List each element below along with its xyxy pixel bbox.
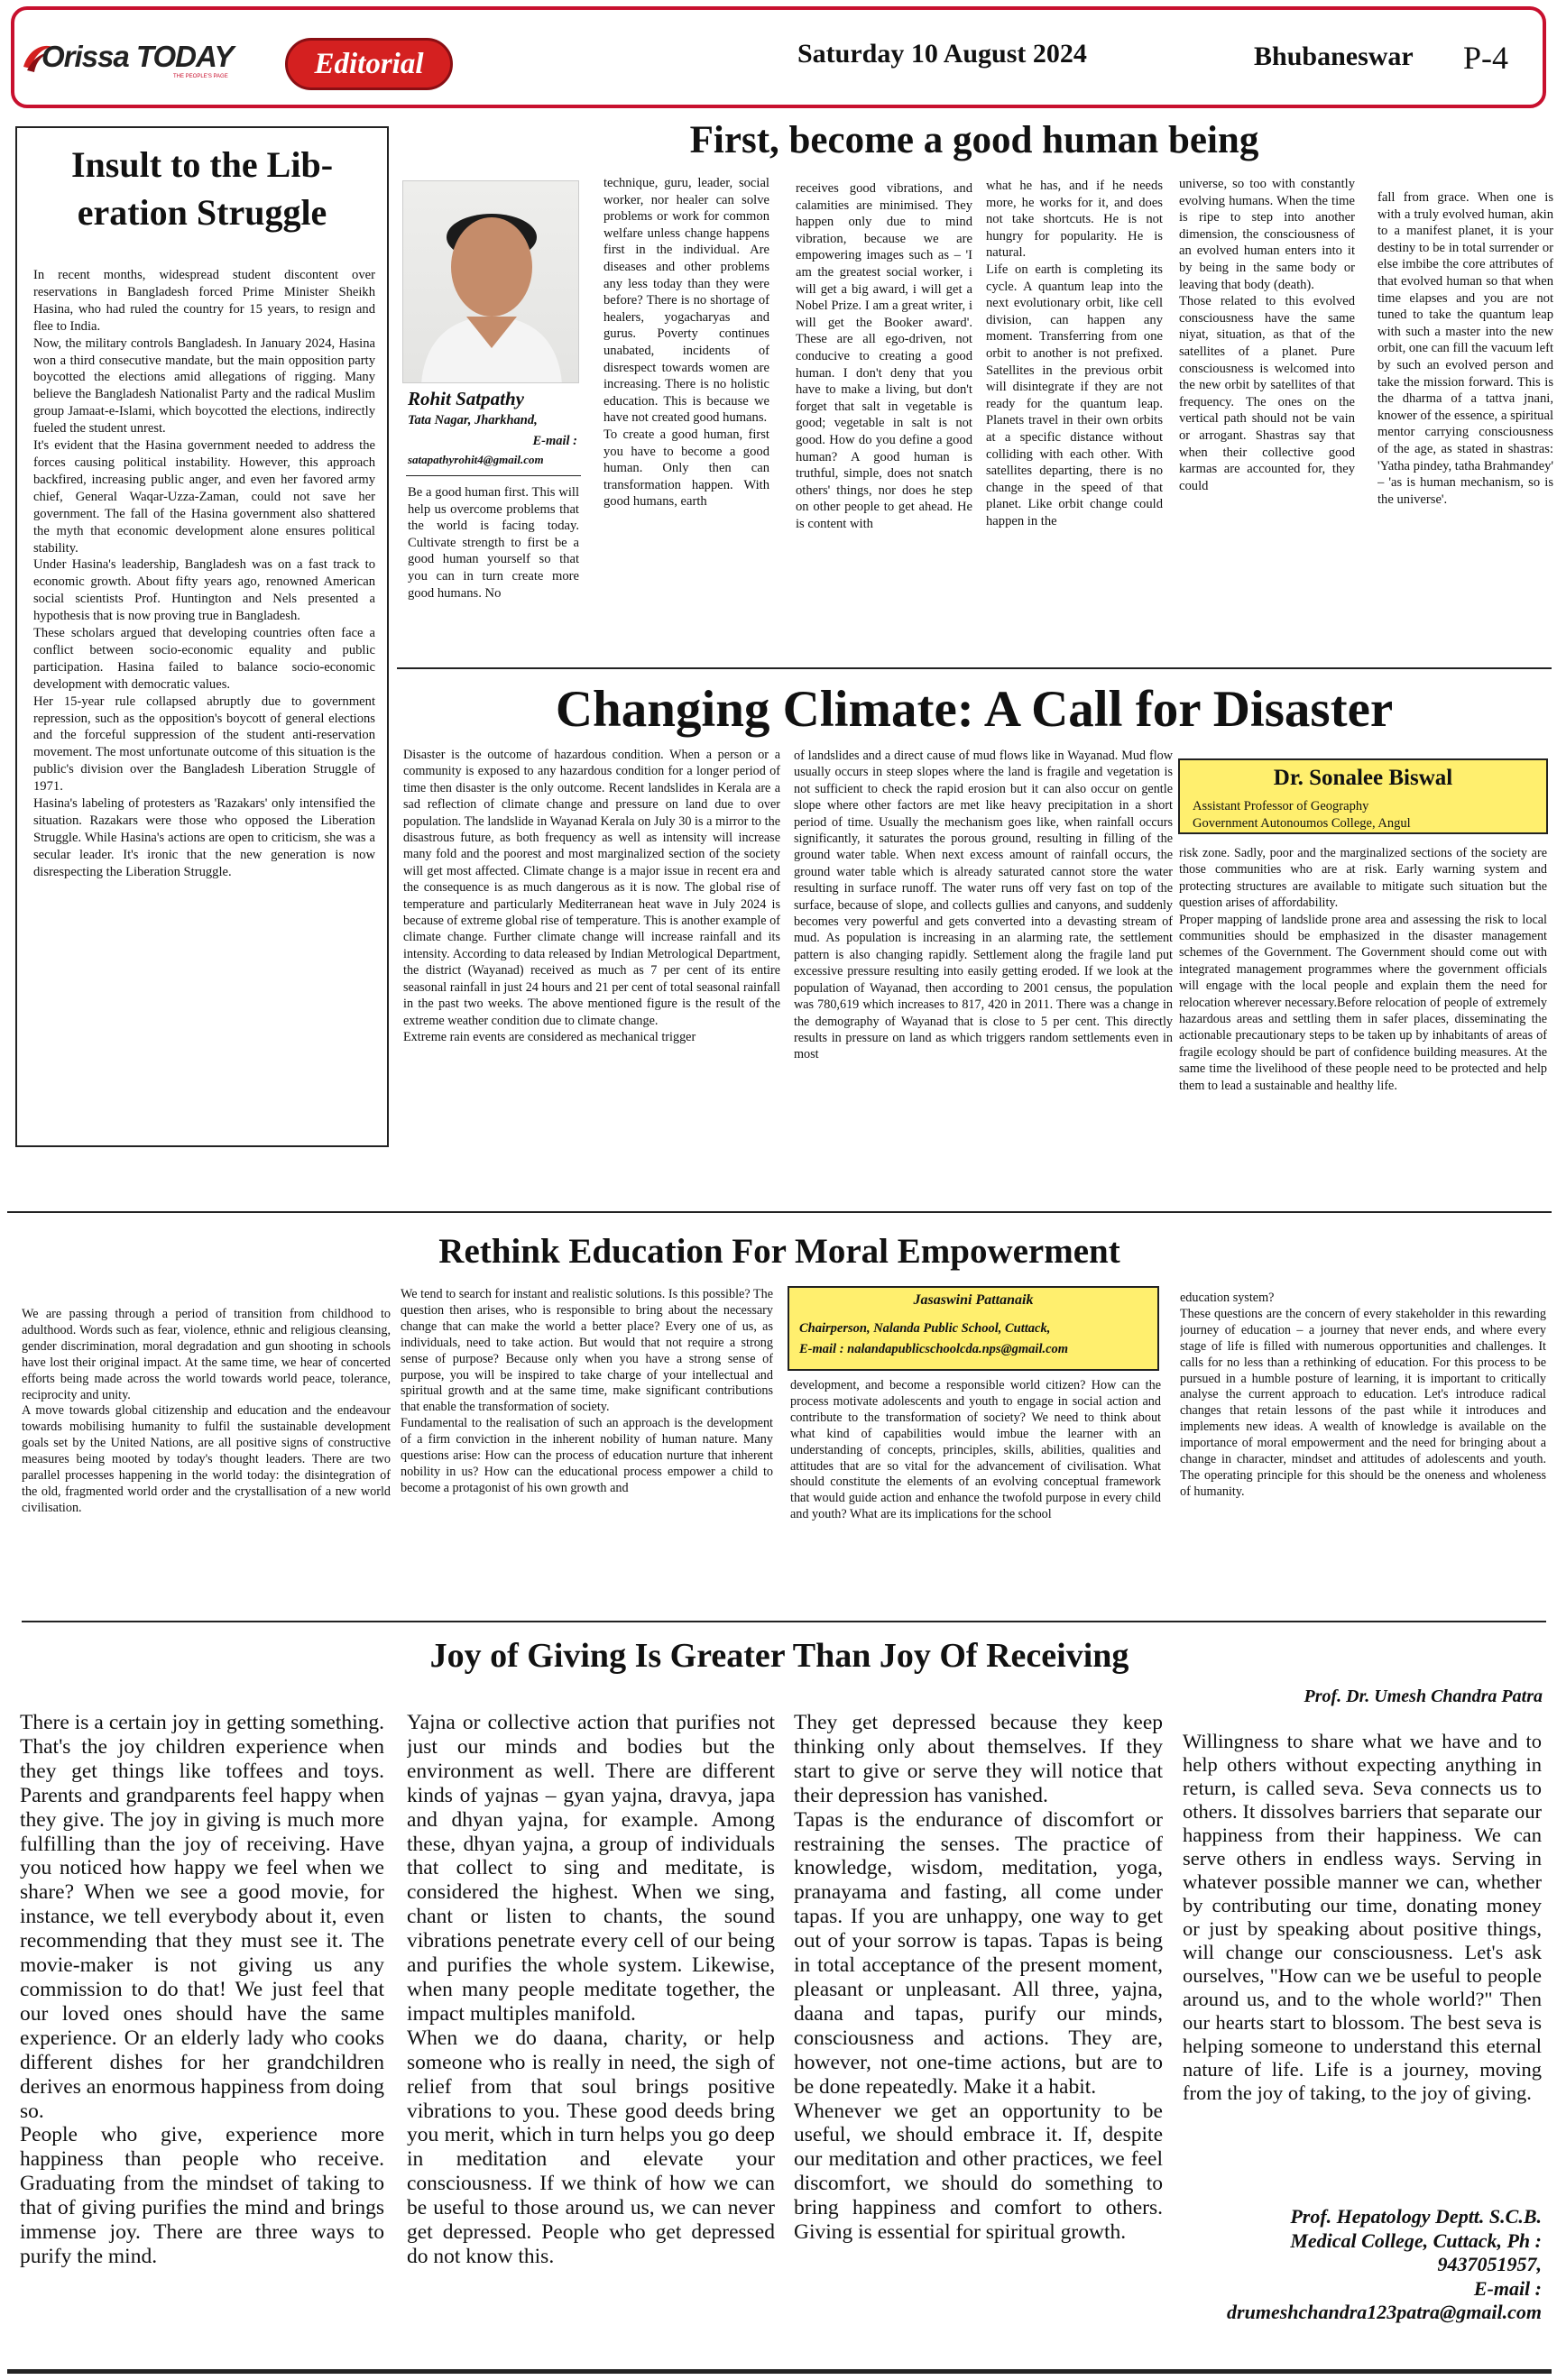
page-bottom-rule — [7, 2369, 1552, 2374]
climate-col3: risk zone. Sadly, poor and the marginalized sections of the society are those communities who are at risk. Early warning system and protecting structures are available to mitigate such situation but the question arises of affordability. Proper mapping of landslide prone area and assessing the risk to local communities should be emphasized in the disaster management schemes of the Government. The Government should come out with integrated management programmes where the government officials will engage with the local people and explain them the need for relocation wherever necessary.Before relocation of people of extremely hazardous areas and settling them in safer places, disseminating the actionable precautionary steps to be taken up by inhabitants of areas of fragile ecology should be part of confidence building measures. At the same time the livelihood of these people need to be protected and help them to lead a sustainable and healthy life. — [1179, 846, 1547, 1093]
human-col3: what he has, and if he needs more, he works for it, and does not take shortcuts. He is not hungry for popularity. He is natural. Life on earth is completing its cycle. A quantum leap into the next evolutionary orbit, like cell division, can happen any moment. Transferring from one orbit to another is not prefixed. Satellites in the previous orbit will disintegrate if they are not ready for the quantum leap. Planets travel in their own orbits at a specific distance without colliding with each other. With satellites departing, there is no change in the speed of that planet. Like orbit change could happen in the — [986, 179, 1163, 528]
section-badge — [285, 38, 453, 90]
giving-headline: Joy of Giving Is Greater Than Joy Of Receiving — [429, 1637, 1129, 1675]
insult-body: In recent months, widespread student discontent over reservations in Bangladesh forced Prime Minister Sheikh Hasina, who had ruled the country for 15 years, to resign and flee to India. Now, the military controls Bangladesh. In January 2024, Hasina won a third consecutive mandate, but the main opposition party boycotted the elections amid allegations of rigging. Many believe the Bangladesh Nationalist Party and the radical Muslim group Jamaat-e-Islami, which boycotted the elections, indirectly fueled the student unrest. It's evident that the Hasina government needed to address the forces causing political instability. However, this approach backfired, increasing public anger, and even her favored army chief, General Waqar-Uzza-Zaman, could not save her government. The fall of the Hasina government also shattered the myth that economic development alone ensures political stability. Under Hasina's leadership, Bangladesh was on a fast track to economic growth. About fifty years ago, renowned American social scientists Prof. Huntington and Nels presented a hypothesis that is now proving true in Bangladesh. These scholars argued that developing countries often face a conflict between socio-economic equality and public participation. Hasina failed to balance socio-economic development with democratic values. Her 15-year rule collapsed abruptly due to government repression, such as the opposition's boycott of general elections and the forceful suppression of the student anti-reservation movement. The most unfortunate outcome of this situation is the public's division over the Bangladesh Liberation Struggle of 1971. Hasina's labeling of protesters as 'Razakars' only intensified the situation. Razakars were those who opposed the Liberation Struggle. While Hasina's actions are open to criticism, she was a secular leader. It's ironic that the new generation is now disrespecting the Liberation Struggle. — [33, 268, 375, 879]
portrait-icon — [403, 181, 579, 383]
human-author-place: Tata Nagar, Jharkhand, — [408, 413, 538, 427]
giving-col4: Willingness to share what we have and to help others without expecting anything in return, is called seva. Seva connects us to others. It dissolves barriers that separate our happiness from their happiness. We can serve others in endless ways. Serving in whatever possible manner we can, whether by contributing our time, donating money or just by speaking about positive things, will change our consciousness. Let's ask ourselves, "How can we be useful to people around us, and to the whole world?" Then our hearts start to blossom. The best seva is helping someone to understand this eternal nature of life. Life is a journey, moving from the joy of taking, to the joy of giving. — [1183, 1730, 1542, 2104]
divider-1 — [397, 667, 1552, 669]
human-col5: fall from grace. When one is with a truly evolved human, akin to a manifest planet, it is your destiny to be in total surrender or else imbibe the core attributes of that evolved human so that when time elapses and you are not tuned to take the quantum leap with such a master into the new orbit, one can fill the vacuum left by such an evolved person and take the mission forward. This is the dharma of a tattva jnani, knower of the essence, a spiritual mentor carrying consciousness of the age, as stated in shastras: 'Yatha pindey, tatha Brahmandey' – 'as is human mechanism, so is the universe'. — [1377, 190, 1553, 507]
human-author-name: Rohit Satpathy — [408, 388, 524, 409]
logo-tagline: THE PEOPLE'S PAGE — [173, 74, 228, 79]
human-author-email-label: E-mail : — [532, 434, 577, 448]
giving-sig-line3: 9437051957, — [1437, 2253, 1542, 2275]
giving-col2: Yajna or collective action that purifies not just our minds and bodies but the environment as well. There are different kinds of yajnas – gyan yajna, dravya, japa and dhyan yajna, for example. Among these, dhyan yajna, a group of individuals that collect to sing and meditate, is considered the highest. When we sing, chant or listen to chants, the sound vibrations penetrate every cell of our being and purifies the whole system. Likewise, when many people meditate together, the impact multiples manifold. When we do daana, charity, or help someone who is really in need, the sigh of relief from that soul brings positive vibrations to you. These good deeds bring you merit, which in turn helps you go deep in meditation and elevate your consciousness. If we think of how we can be useful to those around us, we can never get depressed. People who get depressed do not know this. — [407, 1711, 775, 2268]
giving-byline: Prof. Dr. Umesh Chandra Patra — [1304, 1686, 1543, 1706]
human-col1: technique, guru, leader, social worker, nor healer can solve problems or work for common welfare unless change happens first in the individual. Are diseases and other problems any less today than they were before? There is no shortage of healers, yogacharyas and gurus. Poverty continues unabated, incidents of disrespect towards women are increasing. There is no holistic education. This is because we have not created good humans. To create a good human, first you have to become a good human. Only then can transformation happen. With good humans, earth — [603, 176, 769, 510]
giving-sig-line2: Medical College, Cuttack, Ph : — [1290, 2228, 1542, 2252]
human-author-divider — [406, 475, 581, 476]
edition-date: Saturday 10 August 2024 — [797, 39, 1087, 69]
climate-headline: Changing Climate: A Call for Disaster — [555, 681, 1394, 738]
education-col1: We are passing through a period of transition from childhood to adulthood. Words such as fear, violence, ethnic and religious cleansing, gender discrimination, moral degradation and gun shooting in schools have lost their original impact. At the same time, we hear of concerted efforts being made across the world towards world peace, tolerance, reciprocity and unity. A move towards global citizenship and education and the endeavour towards mobilising humanity to fulfil the sustainable development goals set by the United Nations, are all positive signs of constructive measures being mooted by today's thought leaders. There are two parallel processes happening in the world today: the disintegration of the old, fragmented world order and the crystallisation of a new world civilisation. — [22, 1307, 391, 1515]
climate-author-role: Assistant Professor of Geography — [1193, 799, 1369, 813]
climate-col2: of landslides and a direct cause of mud flows like in Wayanad. Mud flow usually occurs in steep slopes where the land is fragile and vegetation is not sufficient to check the rapid erosion but it can also occur on gentle slope where other factors are met like heavy precipitation in a short period of time. Usually the mechanism goes like, when rainfall occurs significantly, it saturates the porous ground, resulting in filling of the ground water table. When next excess amount of rainfall occurs, the ground water table which is already saturated cannot store the water resulting in surface runoff. The water runs off very fast on top of the surface, because of slope, and collects gullies and canyons, and suddenly becomes very powerful and gets converted into a devasting stream of mud. As population is increasing in an alarming rate, the settlement pattern is also changing rapidly. Settlement along the fragile land put excessive pressure resulting into easily getting eroded. If we look at the population of Wayanad, then according to 2001 census, the population was 780,619 which increases to 817, 420 in 2011. There was a change in the demography of Wayanad that is close to 5 per cent. This directly results in pressure on land as which triggers random settlements even in most — [794, 749, 1173, 1062]
education-headline: Rethink Education For Moral Empowerment — [438, 1232, 1120, 1271]
human-col0: Be a good human first. This will help us overcome problems that the world is facing today. Cultivate strength to first be a good human yourself so that you can in turn create more good humans. No — [408, 485, 579, 601]
human-author-email[interactable]: satapathyrohit4@gmail.com — [408, 453, 544, 466]
giving-sig-line1: Prof. Hepatology Deptt. S.C.B. — [1290, 2205, 1542, 2228]
edition-city: Bhubaneswar — [1254, 41, 1414, 71]
human-headline: First, become a good human being — [689, 119, 1259, 161]
page-number: P-4 — [1463, 40, 1509, 76]
author-photo — [402, 180, 579, 383]
education-author-name: Jasaswini Pattanaik — [913, 1292, 1034, 1308]
insult-headline-line2: eration Struggle — [77, 192, 327, 233]
divider-3 — [22, 1621, 1546, 1622]
education-col4: education system? These questions are the concern of every stakeholder in this rewarding journey of education – a journey that never ends, and where every stage of life is filled with numerous opportunities and challenges. It calls for no less than a rethinking of education. For this process to be pursued in a humble posture of learning, it is important to critically analyse the current approach to education. Let's introduce radical changes that retain lessons of the past while it introduces and implements new ideas. A wealth of knowledge is available on the importance of moral empowerment and the need for bringing about a change in character, mindset and attitudes of adolescents and youth. The operating principle for this should be the oneness and wholeness of humanity. — [1180, 1291, 1546, 1499]
climate-col1: Disaster is the outcome of hazardous condition. When a person or a community is exposed to any hazardous condition for a longer period of time then disaster is the only outcome. Recent landslides in Kerala are a sad reflection of climate change and pressure on land due to over population. The landslide in Wayanad Kerala on July 30 is a mirror to the disastrous future, as both frequency as well as intensity will increase many fold and the poorest and most marginalized section of the society will get most affected. Climate change is a major issue in recent era and the consequence is as much dangerous as it is now. The global rise of temperature and particularly Mediterranean heat wave in July 2024 is because of extreme global rise of temperature. This is another example of climate change. Further climate change will increase rainfall and its intensity. According to data released by Indian Metrological Department, the district (Wayanad) received as much as 7 per cent of its entire seasonal rainfall in just 24 hours and 21 per cent of total seasonal rainfall in the past two weeks. The above mentioned figure is the result of the extreme weather condition due to climate change. Extreme rain events are considered as mechanical trigger — [403, 748, 780, 1044]
education-author-role: Chairperson, Nalanda Public School, Cuttack, — [799, 1321, 1051, 1336]
giving-sig-line5[interactable]: drumeshchandra123patra@gmail.com — [1227, 2301, 1542, 2323]
logo[interactable] — [20, 40, 236, 85]
giving-col3: They get depressed because they keep thinking only about themselves. If they start to give or serve they will notice that their depression has vanished. Tapas is the endurance of discomfort or restraining the senses. The practice of knowledge, wisdom, meditation, yoga, pranayama and fasting, all come under tapas. If you are unhappy, one way to get out of your sorrow is tapas. Tapas is being in total acceptance of the present moment, pleasant or unpleasant. All three, yajna, daana and tapas, purify our minds, consciousness and actions. They are, however, not one-time actions, but are to be done repeatedly. Make it a habit. Whenever we get an opportunity to be useful, we should embrace it. If, despite our meditation and other practices, we feel discomfort, we should do something to bring happiness and comfort to others. Giving is essential for spiritual growth. — [794, 1711, 1163, 2245]
divider-2 — [7, 1211, 1552, 1213]
giving-sig-line4: E-mail : — [1473, 2276, 1542, 2300]
human-col2: receives good vibrations, and calamities are minimised. They happen only due to mind vibration, because we are empowering images such as – 'I am the greatest social worker, i will get a big award, i will get a Nobel Prize. I am a great writer, i will get the Booker award'. These are all ego-driven, not conducive to creating a good human. I don't deny that you have to make a living, but don't forget that salt in vegetable is good; vegetable in salt is not good. How do you define a good human? A good human is truthful, simple, does not snatch others' things, nor does he step on other people to get ahead. He is content with — [796, 181, 972, 531]
section-label: Editorial — [314, 48, 424, 80]
education-col3: development, and become a responsible world citizen? How can the process motivate adolescents and youth to engage in social action and contribute to the transformation of society? We need to think about what kind of capabilities would imbue the learner with an understanding of concepts, principles, skills, abilities, qualities and attitudes that are so vital for the advancement of civilisation. What should constitute the elements of an evolving conceptual framework that would guide action and enhance the twofold purpose in every child and youth? What are its implications for the school — [790, 1378, 1161, 1522]
climate-author-org: Government Autonoumos College, Angul — [1193, 816, 1411, 831]
insult-headline — [27, 141, 377, 236]
human-col4: universe, so too with constantly evolving humans. When the time is ripe to step into another dimension, the consciousness of an evolved human enters into it by being in the same body or leaving that body (death). Those related to this evolved consciousness have the same niyat, situation, as that of the satellites of a planet. Pure consciousness is welcomed into the new orbit by satellites of that frequency. The ones on the vertical path should not be vain or arrogant. Shastras say that when their collective good karmas are accounted for, they could — [1179, 177, 1355, 493]
logo-text: Orissa TODAY — [41, 40, 234, 73]
giving-signature — [1183, 2205, 1542, 2325]
climate-author-name: Dr. Sonalee Biswal — [1273, 766, 1453, 790]
giving-col1: There is a certain joy in getting something. That's the joy children experience when they get things like toffees and toys. Parents and grandparents feel happy when they give. The joy in giving is much more fulfilling than the joy of receiving. Have you noticed how happy we feel when we share? When we see a good movie, for instance, we tell everybody about it, even recommending that they must see it. The movie-maker is not giving us any commission to do that! We just feel that our loved ones should have the same experience. Or an elderly lady who cooks different dishes for her grandchildren derives an enormous happiness from doing so. People who give, experience more happiness than people who receive. Graduating from the mindset of taking to that of giving purifies the mind and brings immense joy. There are three ways to purify the mind. — [20, 1711, 384, 2268]
education-author-email[interactable]: E-mail : nalandapublicschoolcda.nps@gmail.com — [799, 1342, 1069, 1356]
education-col2: We tend to search for instant and realistic solutions. Is this possible? The question then arises, who is responsible to bring about the necessary change that can make the world a better place? Every one of us, as individuals, need to take action. But would that not require a strong sense of purpose? Because only when you have a strong sense of purpose, you will be inspired to take charge of your intellectual and spiritual growth and at the same time, make significant contributions that enable the transformation of society. Fundamental to the realisation of such an approach is the development of a firm conviction in the inherent nobility of human nature. Many questions arise: How can the process of education nurture that inherent nobility in us? How can the educational process empower a child to become a protagonist of his own growth and — [401, 1287, 773, 1495]
insult-headline-line1: Insult to the Lib- — [70, 144, 334, 185]
